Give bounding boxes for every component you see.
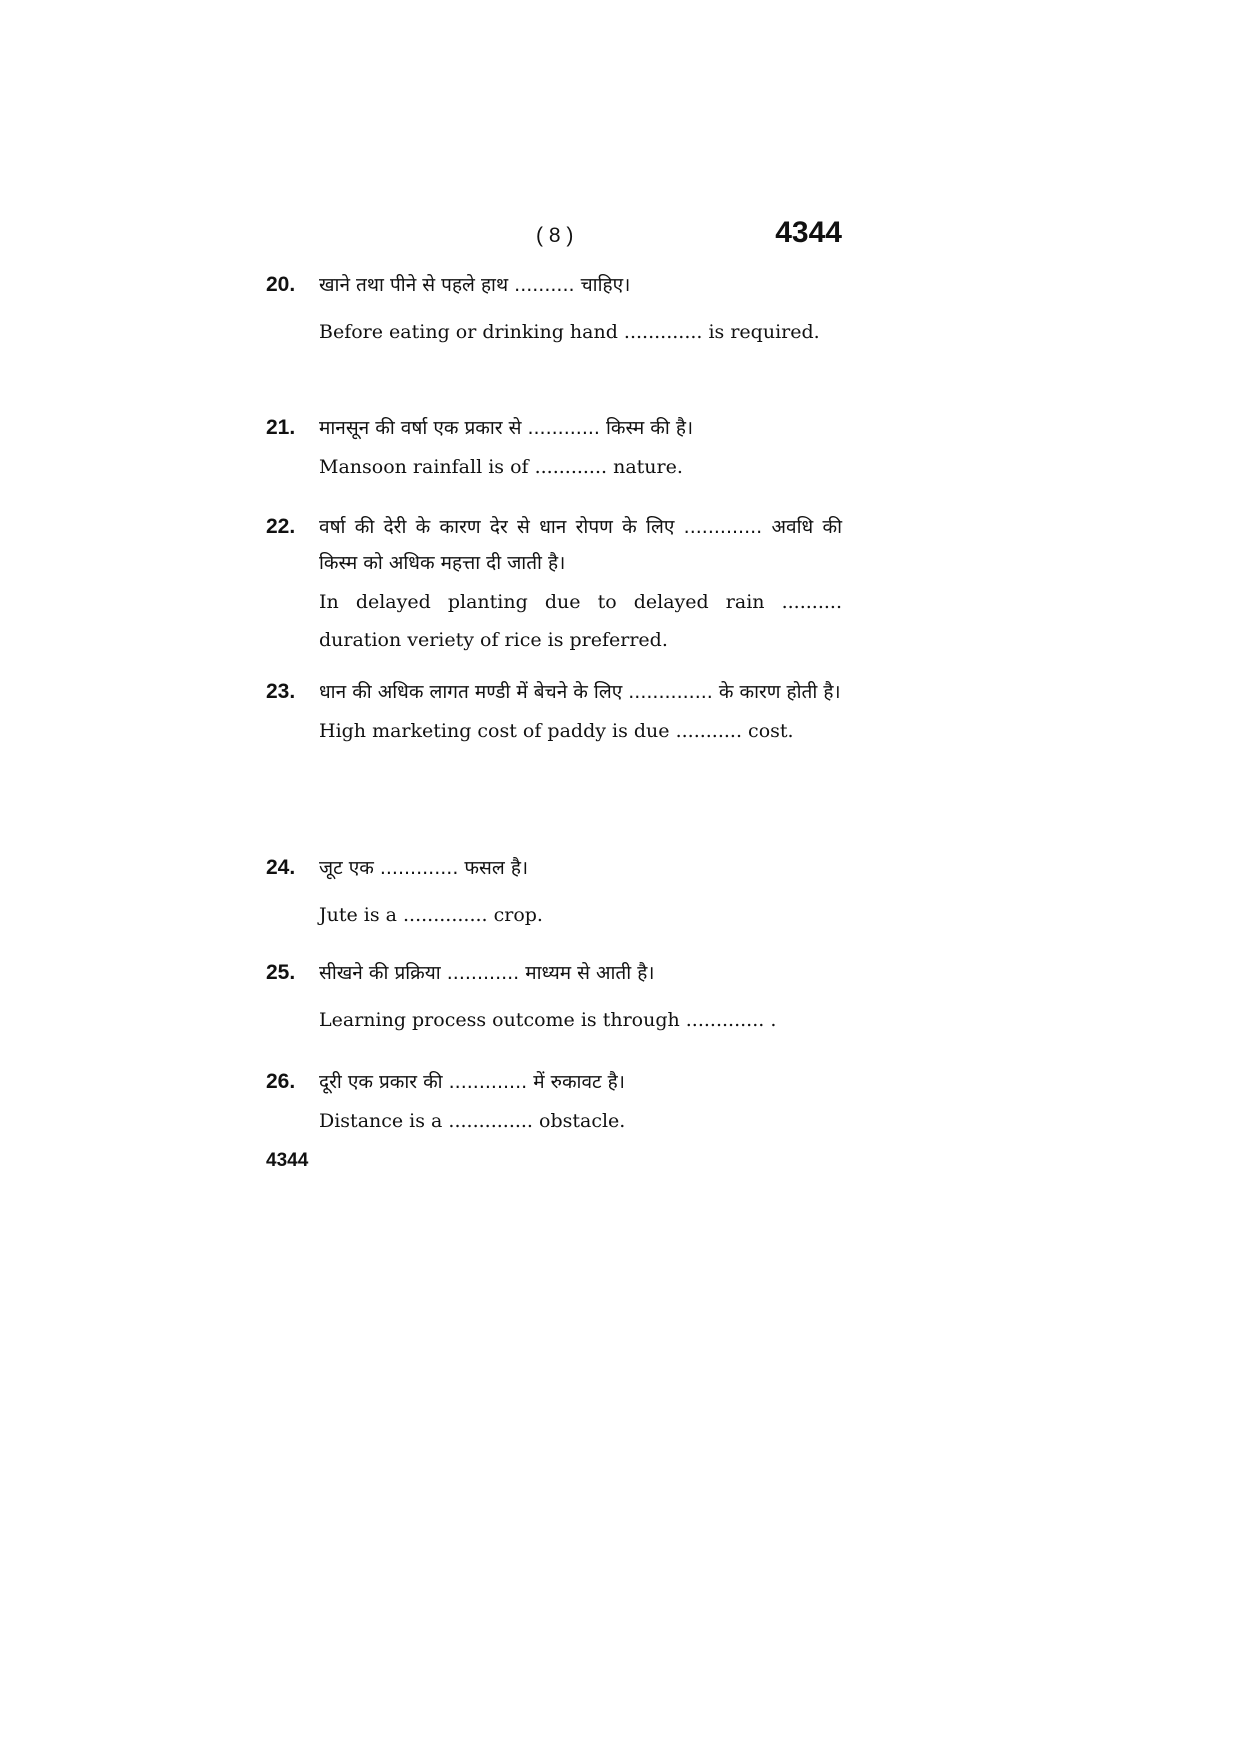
question-text-hindi: सीखने की प्रक्रिया ............ माध्यम से आती है। [319, 962, 655, 984]
question-21 [266, 410, 842, 486]
question-text-hindi: वर्षा की देरी के कारण देर से धान रोपण के लिए ............. अवधि की किस्म को अधिक महत्ता दी जाती है। [319, 516, 842, 574]
question-text-hindi: जूट एक ............. फसल है। [319, 857, 529, 879]
question-number: 26. [266, 1070, 296, 1093]
paper-code-header: 4344 [775, 216, 842, 249]
question-23 [266, 674, 842, 750]
question-text-english: In delayed planting due to delayed rain .......... duration veriety of rice is preferred. [319, 591, 842, 651]
question-text-english: Distance is a .............. obstacle. [319, 1110, 626, 1132]
question-number: 22. [266, 515, 296, 538]
question-number: 25. [266, 961, 296, 984]
question-text-english: Mansoon rainfall is of ............ nature. [319, 456, 683, 478]
question-25 [266, 955, 842, 1039]
question-text-english: Learning process outcome is through ............. . [319, 1009, 777, 1031]
question-26 [266, 1064, 842, 1140]
question-number: 24. [266, 856, 296, 879]
question-text-hindi: खाने तथा पीने से पहले हाथ .......... चाहिए। [319, 274, 631, 296]
page-number: ( 8 ) [536, 224, 574, 247]
question-20 [266, 267, 842, 351]
question-22 [266, 509, 842, 659]
question-text-hindi: दूरी एक प्रकार की ............. में रुकावट है। [319, 1071, 625, 1093]
paper-code-footer: 4344 [266, 1150, 309, 1171]
question-number: 20. [266, 273, 296, 296]
question-text-english: Before eating or drinking hand ............. is required. [319, 321, 820, 343]
question-24 [266, 850, 842, 934]
question-text-hindi: धान की अधिक लागत मण्डी में बेचने के लिए .............. के कारण होती है। [319, 681, 841, 703]
question-number: 21. [266, 416, 296, 439]
question-text-hindi: मानसून की वर्षा एक प्रकार से ............ किस्म की है। [319, 417, 694, 439]
question-number: 23. [266, 680, 296, 703]
question-text-english: High marketing cost of paddy is due ........... cost. [319, 720, 794, 742]
question-text-english: Jute is a .............. crop. [319, 904, 543, 926]
